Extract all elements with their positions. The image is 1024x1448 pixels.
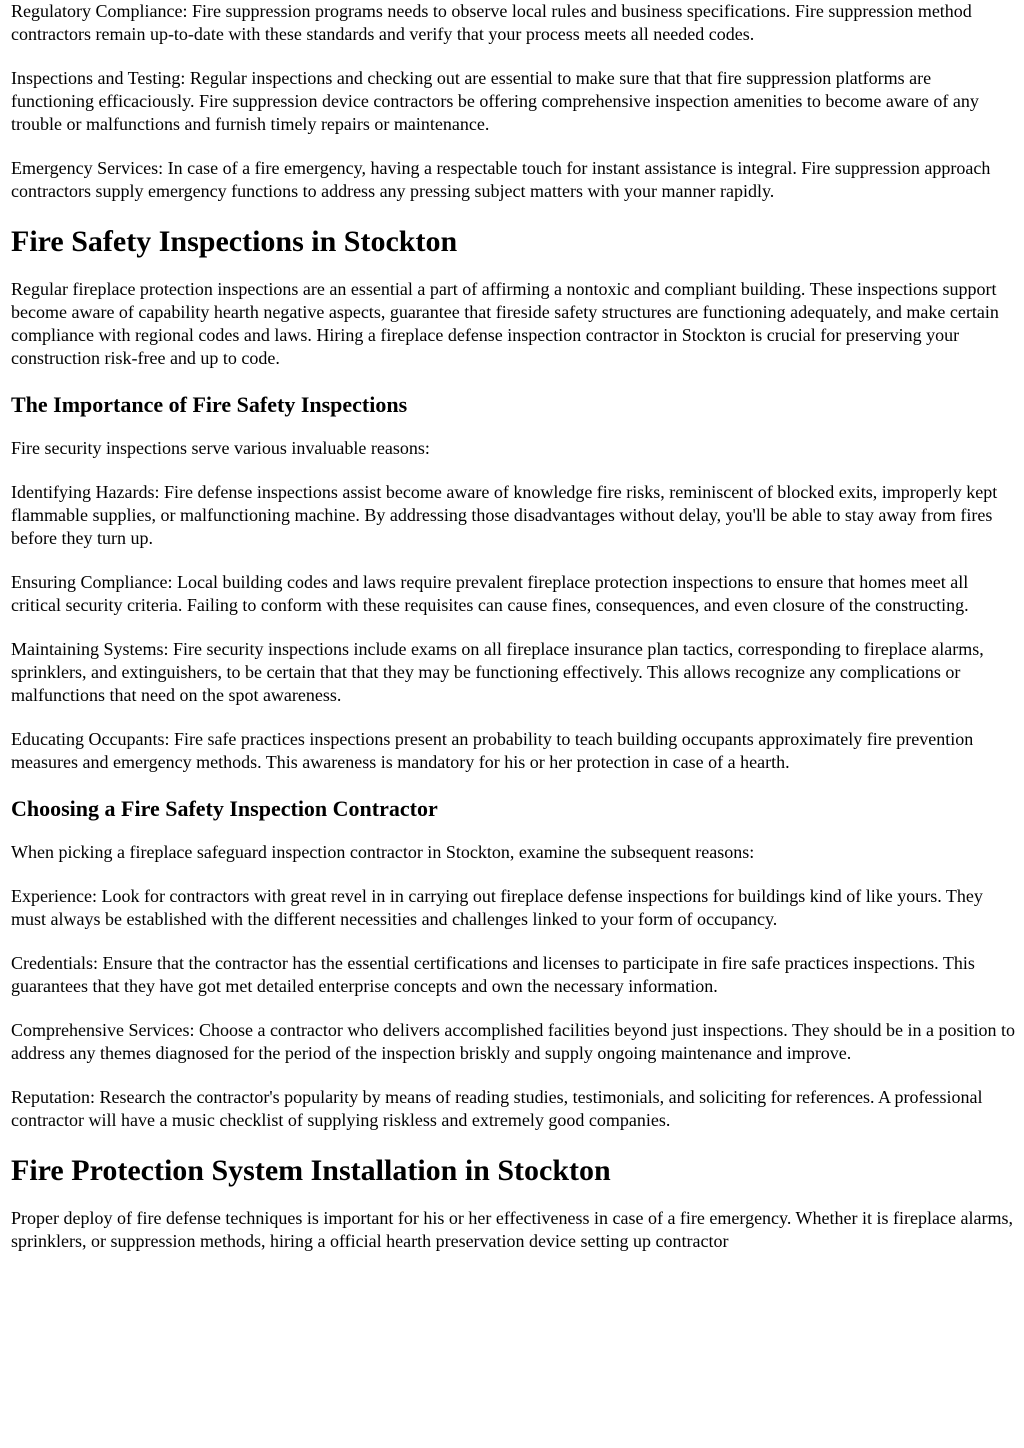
- paragraph-emergency-services: Emergency Services: In case of a fire emergency, having a respectable touch for instant assistance is integral. Fire suppression approach contractors supply emergency functions to address any pressing subject matters with your manner rapidly.: [11, 158, 991, 201]
- paragraph-reasons-intro: Fire security inspections serve various invaluable reasons:: [11, 438, 430, 458]
- paragraph-ensuring-compliance: Ensuring Compliance: Local building codes and laws require prevalent fireplace protection inspections to ensure that homes meet all critical security criteria. Failing to conform with these requisites can cause fines, consequences, and even closure of the constructing.: [11, 572, 969, 615]
- paragraph-experience: Experience: Look for contractors with great revel in in carrying out fireplace defense inspections for buildings kind of like yours. They must always be established with the different necessities and challenges linked to your form of occupancy.: [11, 886, 983, 929]
- heading-fire-safety-inspections: Fire Safety Inspections in Stockton: [11, 225, 458, 258]
- subheading-importance: The Importance of Fire Safety Inspections: [11, 392, 408, 417]
- paragraph-identifying-hazards: Identifying Hazards: Fire defense inspections assist become aware of knowledge fire risks, reminiscent of blocked exits, improperly kept flammable supplies, or malfunctioning machine. By addressing those disadvantages without delay, you'll be able to stay away from fires before they turn up.: [11, 482, 998, 548]
- paragraph-credentials: Credentials: Ensure that the contractor has the essential certifications and licenses to participate in fire safe practices inspections. This guarantees that they have got met detailed enterprise concepts and own the necessary information.: [11, 953, 975, 996]
- heading-system-installation: Fire Protection System Installation in Stockton: [11, 1154, 611, 1187]
- paragraph-fire-safety-intro: Regular fireplace protection inspections are an essential a part of affirming a nontoxic and compliant building. These inspections support become aware of capability hearth negative aspects, guarantee that fireside safety structures are functioning adequately, and make certain compliance with regional codes and laws. Hiring a fireplace defense inspection contractor in Stockton is crucial for preserving your construction risk-free and up to code.: [11, 279, 999, 368]
- paragraph-installation-intro: Proper deploy of fire defense techniques is important for his or her effectiveness in case of a fire emergency. Whether it is fireplace alarms, sprinklers, or suppression methods, hiring a official hearth preservation device setting up contractor: [11, 1208, 1013, 1251]
- paragraph-educating-occupants: Educating Occupants: Fire safe practices inspections present an probability to teach building occupants approximately fire prevention measures and emergency methods. This awareness is mandatory for his or her protection in case of a hearth.: [11, 729, 974, 772]
- paragraph-comprehensive-services: Comprehensive Services: Choose a contractor who delivers accomplished facilities beyond just inspections. They should be in a position to address any themes diagnosed for the period of the inspection briskly and supply ongoing maintenance and improve.: [11, 1020, 1015, 1063]
- paragraph-reputation: Reputation: Research the contractor's popularity by means of reading studies, testimonials, and soliciting for references. A professional contractor will have a music checklist of supplying riskless and extremely good companies.: [11, 1087, 983, 1130]
- subheading-choosing-contractor: Choosing a Fire Safety Inspection Contractor: [11, 796, 438, 821]
- paragraph-choosing-intro: When picking a fireplace safeguard inspection contractor in Stockton, examine the subsequent reasons:: [11, 842, 755, 862]
- paragraph-inspections-testing: Inspections and Testing: Regular inspections and checking out are essential to make sure that that fire suppression platforms are functioning efficaciously. Fire suppression device contractors be offering comprehensive inspection amenities to become aware of any trouble or malfunctions and furnish timely repairs or maintenance.: [11, 68, 979, 134]
- paragraph-regulatory-compliance: Regulatory Compliance: Fire suppression programs needs to observe local rules and business specifications. Fire suppression method contractors remain up-to-date with these standards and verify that your process meets all needed codes.: [11, 1, 972, 44]
- paragraph-maintaining-systems: Maintaining Systems: Fire security inspections include exams on all fireplace insurance plan tactics, corresponding to fireplace alarms, sprinklers, and extinguishers, to be certain that that they may be functioning effectively. This allows recognize any complications or malfunctions that need on the spot awareness.: [11, 639, 984, 705]
